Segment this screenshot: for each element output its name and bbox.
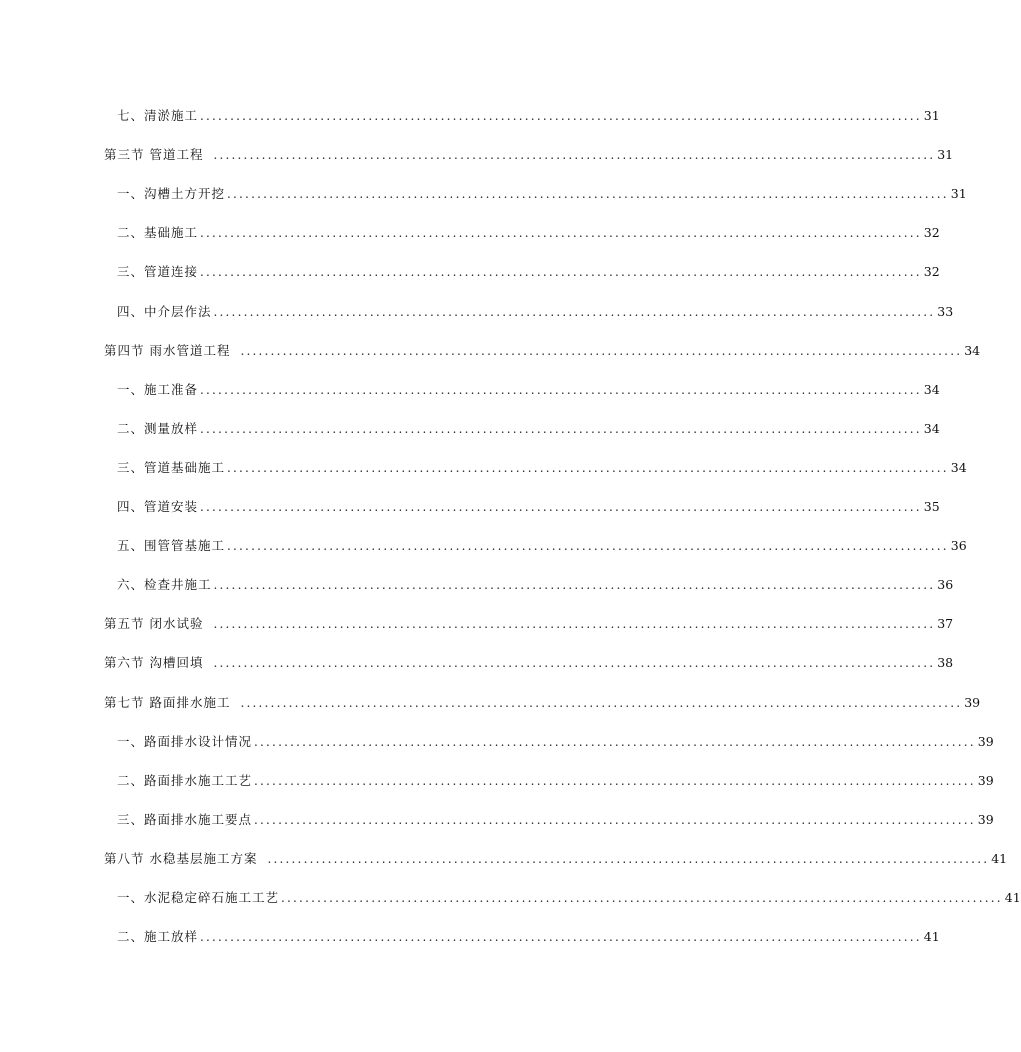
toc-section-entry[interactable] [104, 689, 981, 711]
toc-dot-leader: ........................................................................................................................ [200, 382, 922, 397]
toc-entry-title: 第四节 雨水管道工程 [104, 342, 231, 358]
toc-page-number: 34 [964, 342, 981, 358]
toc-entry-title: 二、基础施工 [117, 225, 199, 241]
toc-page-number: 34 [923, 381, 940, 397]
toc-entry-title: 第八节 水稳基层施工方案 [104, 850, 258, 866]
toc-entry-title: 一、沟槽土方开挖 [117, 186, 226, 202]
toc-subsection-entry[interactable] [117, 493, 940, 515]
toc-entry-title: 一、施工准备 [117, 381, 199, 397]
toc-dot-leader: ........................................................................................................................ [200, 421, 922, 436]
toc-dot-leader: ........................................................................................................................ [254, 773, 976, 788]
toc-dot-leader: ........................................................................................................................ [213, 304, 936, 319]
toc-dot-leader: ........................................................................................................................ [227, 187, 949, 202]
toc-subsection-entry[interactable] [117, 923, 940, 945]
toc-entry-title: 二、施工放样 [117, 929, 199, 945]
toc-subsection-entry[interactable] [117, 571, 954, 593]
toc-dot-leader: ........................................................................................................................ [254, 734, 976, 749]
toc-dot-leader: ........................................................................................................................ [200, 226, 922, 241]
toc-page-number: 36 [950, 538, 967, 554]
toc-entry-title: 二、测量放样 [117, 420, 199, 436]
toc-dot-leader: ........................................................................................................................ [200, 265, 922, 280]
toc-page-number: 31 [923, 108, 940, 123]
toc-dot-leader: ........................................................................................................................ [213, 656, 936, 671]
toc-section-entry[interactable] [104, 649, 954, 671]
toc-page-number: 32 [923, 264, 940, 280]
toc-dot-leader: ........................................................................................................................ [281, 891, 1003, 905]
toc-page-number: 36 [937, 577, 954, 593]
toc-page-number: 39 [977, 733, 994, 749]
toc-subsection-entry[interactable] [117, 298, 954, 320]
toc-entry-title: 第三节 管道工程 [104, 147, 204, 163]
toc-page-number: 34 [923, 420, 940, 436]
toc-dot-leader: ........................................................................................................................ [254, 812, 976, 827]
toc-page-number: 41 [1004, 890, 1021, 905]
toc-subsection-entry[interactable] [117, 258, 940, 280]
toc-subsection-entry[interactable] [117, 415, 940, 437]
toc-entry-title: 一、路面排水设计情况 [117, 733, 253, 749]
toc-entry-title: 一、水泥稳定碎石施工工艺 [117, 890, 280, 905]
toc-entry-title: 四、中介层作法 [117, 303, 212, 319]
toc-entry-title: 三、管道连接 [117, 264, 199, 280]
toc-page-number: 31 [937, 147, 954, 163]
toc-subsection-entry[interactable] [117, 728, 994, 750]
toc-page-number: 32 [923, 225, 940, 241]
toc-subsection-entry[interactable] [117, 102, 940, 124]
toc-entry-title: 七、清淤施工 [117, 108, 199, 123]
toc-entry-title: 第六节 沟槽回填 [104, 655, 204, 671]
toc-section-entry[interactable] [104, 845, 1008, 867]
toc-dot-leader: ........................................................................................................................ [240, 343, 963, 358]
toc-page-number: 41 [991, 850, 1008, 866]
toc-dot-leader: ........................................................................................................................ [200, 930, 922, 945]
toc-dot-leader: ........................................................................................................................ [213, 148, 936, 163]
toc-subsection-entry[interactable] [117, 454, 967, 476]
toc-section-entry[interactable] [104, 337, 981, 359]
toc-subsection-entry[interactable] [117, 884, 1021, 906]
toc-subsection-entry[interactable] [117, 219, 940, 241]
toc-dot-leader: ........................................................................................................................ [213, 578, 936, 593]
toc-section-entry[interactable] [104, 141, 954, 163]
toc-dot-leader: ........................................................................................................................ [213, 617, 936, 632]
toc-page-number: 31 [950, 186, 967, 202]
toc-entry-title: 三、管道基础施工 [117, 459, 226, 475]
toc-dot-leader: ........................................................................................................................ [200, 500, 922, 514]
toc-page-number: 37 [937, 616, 954, 632]
toc-page-number: 35 [923, 499, 940, 514]
toc-page-number: 33 [937, 303, 954, 319]
toc-page-number: 39 [977, 772, 994, 788]
toc-page-number: 34 [950, 459, 967, 475]
toc-section-entry[interactable] [104, 610, 954, 632]
toc-entry-title: 第七节 路面排水施工 [104, 694, 231, 710]
toc-entry-title: 四、管道安装 [117, 499, 199, 514]
toc-entry-title: 六、检查井施工 [117, 577, 212, 593]
toc-page-number: 41 [923, 929, 940, 945]
toc-entry-title: 五、围管管基施工 [117, 538, 226, 554]
toc-subsection-entry[interactable] [117, 180, 967, 202]
toc-subsection-entry[interactable] [117, 532, 967, 554]
toc-dot-leader: ........................................................................................................................ [227, 539, 949, 554]
toc-entry-title: 三、路面排水施工要点 [117, 811, 253, 827]
toc-entry-title: 二、路面排水施工工艺 [117, 772, 253, 788]
toc-dot-leader: ........................................................................................................................ [240, 695, 963, 710]
toc-dot-leader: ........................................................................................................................ [227, 460, 949, 475]
toc-page-number: 39 [977, 811, 994, 827]
toc-entry-title: 第五节 闭水试验 [104, 616, 204, 632]
toc-dot-leader: ........................................................................................................................ [200, 109, 922, 123]
toc-subsection-entry[interactable] [117, 806, 994, 828]
toc-subsection-entry[interactable] [117, 376, 940, 398]
toc-subsection-entry[interactable] [117, 767, 994, 789]
toc-dot-leader: ........................................................................................................................ [267, 851, 990, 866]
toc-page-number: 39 [964, 694, 981, 710]
toc-page-number: 38 [937, 655, 954, 671]
